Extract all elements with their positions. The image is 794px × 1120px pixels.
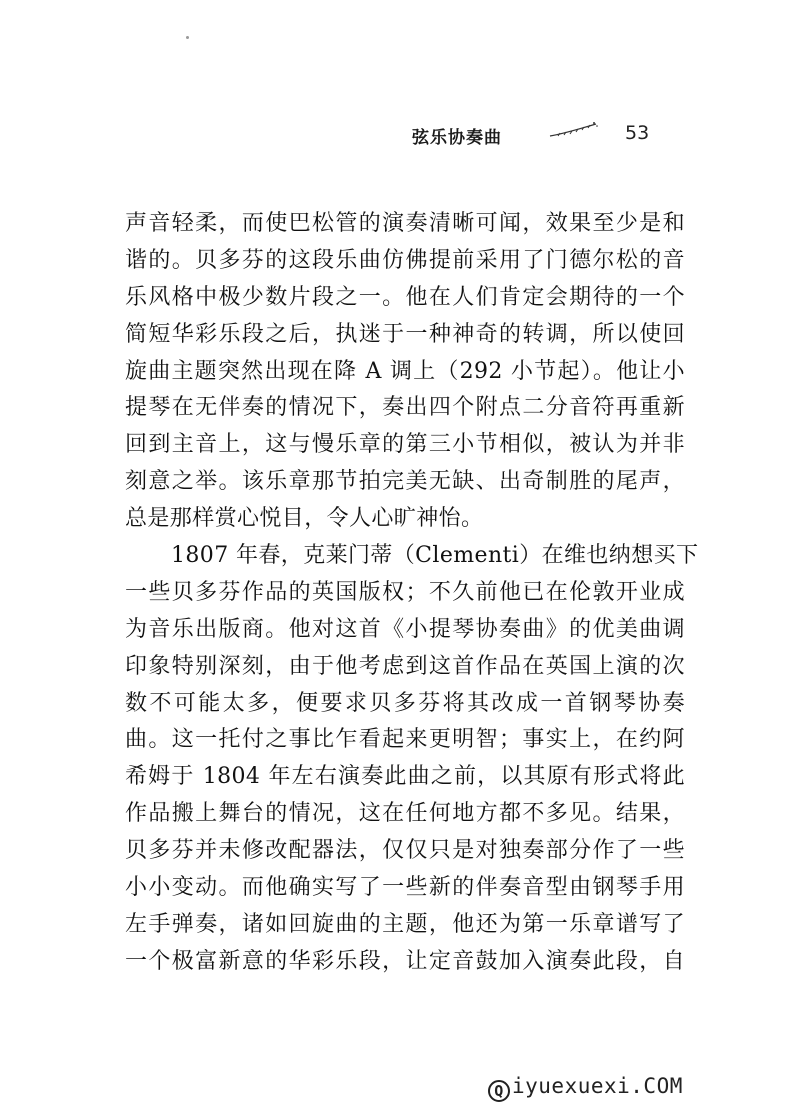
text-line: 1807 年春，克莱门蒂（Clementi）在维也纳想买下	[171, 543, 699, 569]
text-line: 数不可能太多，便要求贝多芬将其改成一首钢琴协奏	[125, 690, 685, 716]
text-line: 声音轻柔，而使巴松管的演奏清晰可闻，效果至少是和	[125, 211, 685, 236]
text-line: 简短华彩乐段之后，执迷于一种神奇的转调，所以使回	[125, 321, 685, 347]
text-line: 左手弹奏，诸如回旋曲的主题，他还为第一乐章谱写了	[125, 911, 685, 937]
ornament-icon	[548, 120, 600, 142]
running-title: 弦乐协奏曲	[412, 128, 502, 148]
watermark	[488, 1074, 683, 1102]
text-line: 小小变动。而他确实写了一些新的伴奏音型由钢琴手用	[125, 875, 685, 901]
scan-speck	[186, 36, 189, 39]
text-line: 希姆于 1804 年左右演奏此曲之前，以其原有形式将此	[125, 764, 685, 790]
watermark-logo-icon: Q	[488, 1080, 510, 1102]
text-line: 谐的。贝多芬的这段乐曲仿佛提前采用了门德尔松的音	[125, 247, 685, 273]
paragraph	[125, 206, 685, 538]
watermark-text: iyuexuexi.COM	[512, 1074, 683, 1098]
body-text	[125, 206, 699, 981]
paragraph	[125, 538, 699, 981]
text-line: 刻意之举。该乐章那节拍完美无缺、出奇制胜的尾声，	[125, 469, 685, 495]
text-line: 总是那样赏心悦目，令人心旷神怡。	[125, 506, 484, 532]
text-line: 回到主音上，这与慢乐章的第三小节相似，被认为并非	[125, 432, 685, 458]
text-line: 贝多芬并未修改配器法，仅仅只是对独奏部分作了一些	[125, 838, 685, 864]
text-line: 作品搬上舞台的情况，这在任何地方都不多见。结果，	[125, 801, 685, 827]
text-line: 为音乐出版商。他对这首《小提琴协奏曲》的优美曲调	[125, 616, 685, 642]
text-line: 一些贝多芬作品的英国版权；不久前他已在伦敦开业成	[125, 579, 685, 605]
text-line: 乐风格中极少数片段之一。他在人们肯定会期待的一个	[125, 284, 685, 310]
page-number: 53	[625, 122, 650, 144]
text-line: 旋曲主题突然出现在降 A 调上（292 小节起）。他让小	[125, 358, 685, 384]
text-line: 印象特别深刻，由于他考虑到这首作品在英国上演的次	[125, 653, 685, 679]
text-line: 一个极富新意的华彩乐段，让定音鼓加入演奏此段，自	[125, 948, 685, 974]
text-line: 曲。这一托付之事比乍看起来更明智；事实上，在约阿	[125, 727, 685, 753]
text-line: 提琴在无伴奏的情况下，奏出四个附点二分音符再重新	[125, 395, 685, 421]
